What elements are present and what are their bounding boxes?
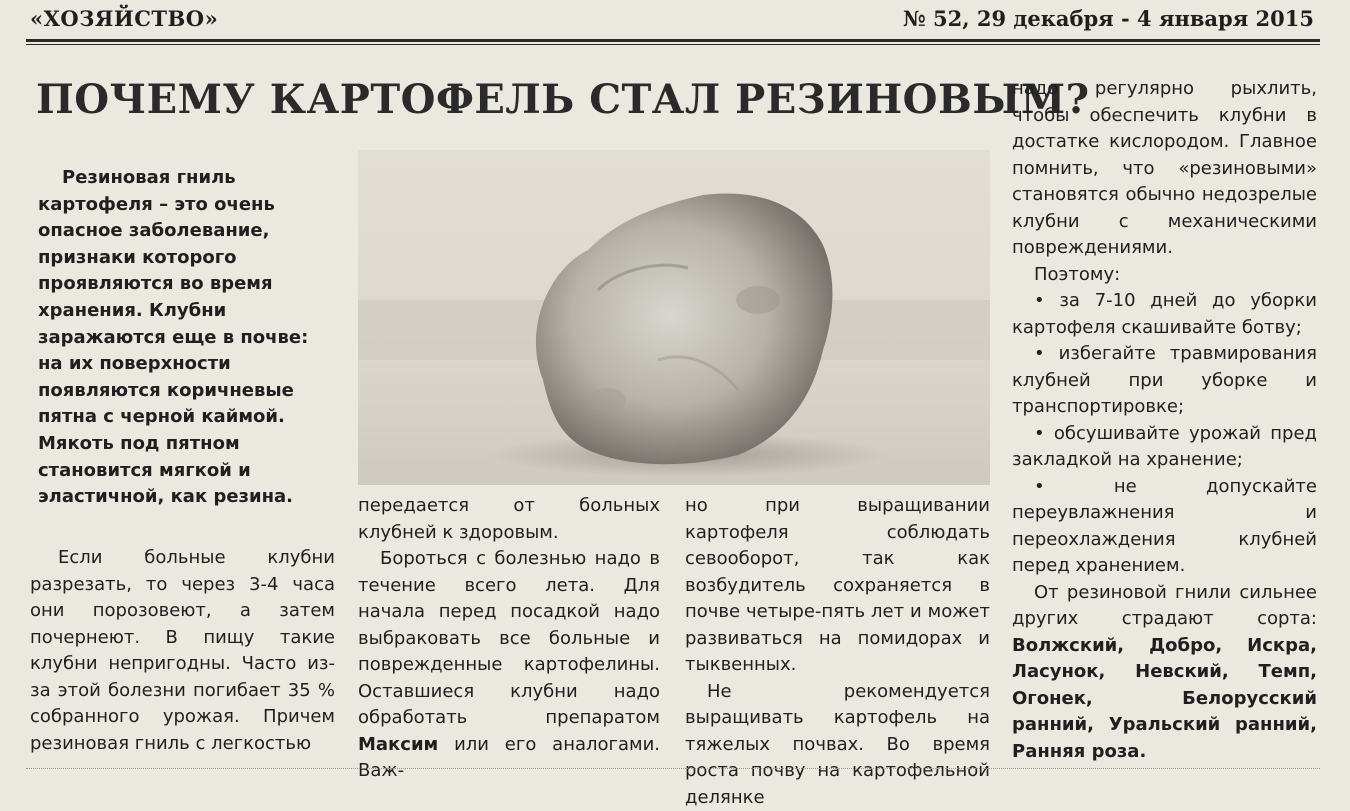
paragraph-2b-start: Бороться с болезнью надо в течение всего лета. Для начала перед посадкой надо выбраковать все больные и поврежденные картофелины. Оставшиеся клубни надо обработать препаратом (358, 548, 660, 728)
drug-name: Максим (358, 734, 438, 755)
list-item: • избегайте травмирования клубней при уборке и транспортировке; (1012, 341, 1317, 421)
header-rule-thin (26, 44, 1320, 45)
list-item: • обсушивайте урожай пред закладкой на хранение; (1012, 421, 1317, 474)
paragraph-3b: Не рекомендуется выращивать картофель на тяжелых почвах. Во время роста почву на картофельной делянке (685, 679, 990, 811)
list-item: • за 7-10 дней до уборки картофеля скашивайте ботву; (1012, 288, 1317, 341)
issue-info: № 52, 29 декабря - 4 января 2015 (903, 6, 1314, 31)
column-3 (685, 493, 990, 811)
column-4 (1012, 76, 1317, 765)
newspaper-name: «ХОЗЯЙСТВО» (30, 6, 218, 31)
paragraph-3a: но при выращивании картофеля соблюдать севооборот, так как возбудитель сохраняется в почве четыре-пять лет и может развиваться на помидорах и тыквенных. (685, 493, 990, 679)
paragraph-4b: Поэтому: (1012, 262, 1317, 289)
header-rule-thick (26, 39, 1320, 42)
paragraph-5-start: От резиновой гнили сильнее других страдают сорта: (1012, 582, 1317, 630)
bottom-border (26, 768, 1320, 770)
column-1 (30, 545, 335, 757)
article-title: ПОЧЕМУ КАРТОФЕЛЬ СТАЛ РЕЗИНОВЫМ? (36, 76, 1090, 123)
variety-list: Волжский, Добро, Искра, Ласунок, Невский, Темп, Огонек, Белорусский ранний, Уральский ранний, Ранняя роза. (1012, 635, 1317, 762)
paragraph-2a: передается от больных клубней к здоровым. (358, 493, 660, 546)
paragraph-4a: надо регулярно рыхлить, чтобы обеспечить клубни в достатке кислородом. Главное помнить, что «резиновыми» становятся обычно недозрелые клубни с механическими повреждениями. (1012, 76, 1317, 262)
paragraph-2b (358, 546, 660, 785)
paragraph-1: Если больные клубни разрезать, то через 3-4 часа они порозовеют, а затем почернеют. В пищу такие клубни непригодны. Часто из-за этой болезни погибает 35 % собранного урожая. Причем резиновая гниль с легкостью (30, 545, 335, 757)
potato-image (358, 150, 990, 485)
list-item: • не допускайте переувлажнения и переохлаждения клубней перед хранением. (1012, 474, 1317, 580)
lead-text: Резиновая гниль картофеля – это очень опасное заболевание, признаки которого проявляются во время хранения. Клубни заражаются еще в почве: на их поверхности появляются коричневые пятна с черной каймой. Мякоть под пятном становится мягкой и эластичной, как резина. (38, 165, 328, 511)
paragraph-2b-end: или его аналогами. Важ- (358, 734, 660, 782)
potato-photo (358, 150, 990, 485)
column-2 (358, 493, 660, 785)
paragraph-5 (1012, 580, 1317, 766)
article-lead (38, 165, 328, 511)
